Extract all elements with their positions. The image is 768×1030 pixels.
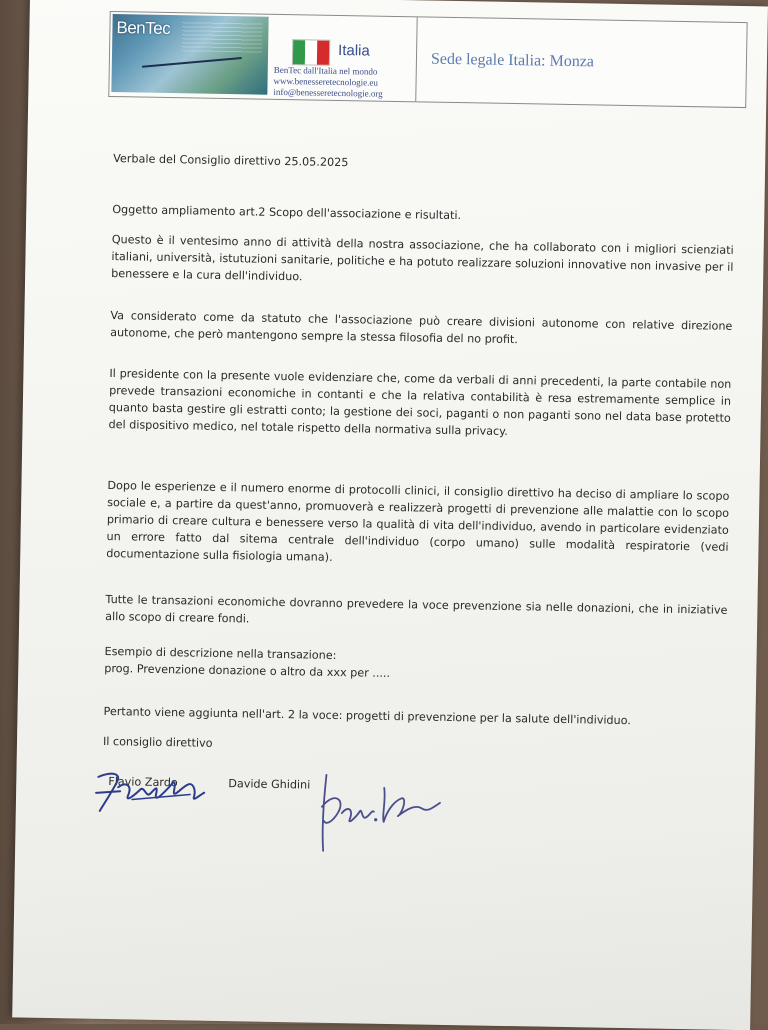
paragraph-2: Va considerato come da statuto che l'associazione può creare divisioni autonome con relative direzione autonome, che però mantengono sempre la stessa filosofia del no profit. — [110, 309, 733, 347]
paragraph-1: Questo è il ventesimo anno di attività della nostra associazione, che ha collaborato con i migliori scienziati italiani, università, istutuzioni sanitarie, politiche e ha potuto realizzare soluzioni innovative non invasive per il benessere e la cura dell'individuo. — [111, 233, 734, 284]
tagline: BenTec dall'Italia nel mondo — [273, 64, 378, 77]
paragraph-5: Tutte le transazioni economiche dovranno prevedere la voce prevenzione sia nelle donazioni, che in iniziative allo scopo di creare fondi. — [105, 592, 728, 626]
logo-arrow-icon — [142, 57, 242, 68]
conclusion: Pertanto viene aggiunta nell'art. 2 la voce: progetti di prevenzione per la salute dell'individuo. — [103, 704, 632, 728]
country-label: Italia — [337, 41, 370, 60]
logo-text: BenTec — [116, 18, 171, 39]
signature-1 — [92, 763, 213, 825]
paragraph-3: Il presidente con la presente vuole evidenziare che, come da verbali di anni precedenti, la parte contabile non prevede transazioni economiche in contanti e che la relativa contabilità è resa estremamente semplice in quanto basta gestire gli estratti conto; la gestione dei soci, paganti o non paganti sono nel data base protetto del dispositivo medico, nel totale rispetto della normativa sulla privacy. — [108, 367, 732, 438]
signatory-name-2: Davide Ghidini — [228, 777, 311, 792]
example-value: prog. Prevenzione donazione o altro da xxx per ..... — [104, 661, 391, 680]
website-link[interactable]: www.benesseretecnologie.eu — [273, 75, 379, 88]
letterhead — [108, 11, 747, 108]
document-subject: Oggetto ampliamento art.2 Scopo dell'associazione e risultati. — [112, 203, 462, 223]
document-heading: Verbale del Consiglio direttivo 25.05.2025 — [113, 152, 349, 170]
sede-legale: Sede legale Italia: Monza — [430, 50, 595, 71]
letterhead-sede — [416, 17, 746, 107]
signature-2 — [311, 767, 453, 859]
paragraph-4: Dopo le esperienze e il numero enorme di protocolli clinici, il consiglio direttivo ha deciso di ampliare lo scopo sociale e, a partire da quest'anno, promuoverà e realizzerà progetti di prevenzione alle malattie con lo scopo primario di creare cultura e benessere verso la qualità di vita dell'individuo, avendo in particolare evidenziato un errore fatto dal sitema centrale dell'individuo (corpo umano) sulle modalità respiratorie (vedi documentazione sulla fisiologia umana). — [106, 478, 730, 564]
board-label: Il consiglio direttivo — [102, 734, 213, 750]
letterhead-brand — [109, 12, 417, 101]
italy-flag-icon — [292, 39, 330, 66]
bentec-logo — [111, 14, 268, 95]
logo-texture — [182, 21, 263, 52]
signatory-name-1: Flavio Zardo — [108, 775, 178, 790]
example-label: Esempio di descrizione nella transazione: — [104, 644, 337, 663]
email-link[interactable]: info@benesseretecnologie.org — [273, 86, 383, 99]
document-page — [12, 0, 768, 1030]
